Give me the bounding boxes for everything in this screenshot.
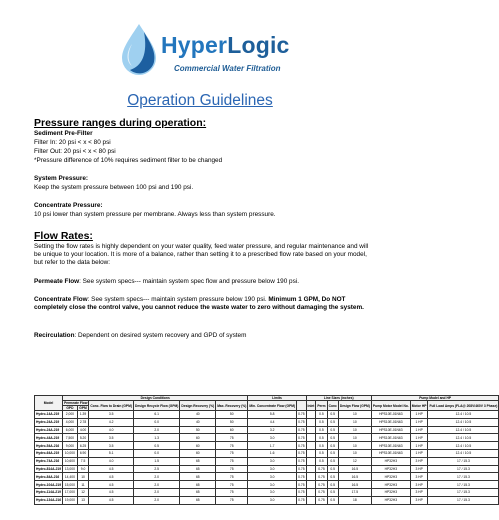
table-cell: 0.5 xyxy=(327,457,338,465)
table-cell: HPS10E-01N63 xyxy=(371,418,410,426)
system-pressure-label: System Pressure: xyxy=(34,175,88,182)
table-cell: 10,600 xyxy=(63,457,78,465)
table-cell: 75 xyxy=(216,434,248,442)
table-cell: HP32H3 xyxy=(371,473,410,481)
table-cell xyxy=(306,465,316,473)
table-cell: 0.75 xyxy=(298,435,305,440)
table-cell: 60 xyxy=(216,426,248,434)
table-cell: 3 HP xyxy=(410,488,428,496)
table-cell: 4.5 xyxy=(89,496,134,504)
table-cell xyxy=(306,488,316,496)
table-row xyxy=(35,473,499,481)
table-cell: 6,000 xyxy=(63,426,78,434)
col-gpm-header: GPM xyxy=(77,406,89,411)
logo-tagline: Commercial Water Filtration xyxy=(174,64,281,73)
table-cell: 0.75 xyxy=(298,451,305,456)
table-row xyxy=(35,442,499,450)
table-cell: 2.0 xyxy=(133,426,179,434)
table-cell: 0.5 xyxy=(327,465,338,473)
table-cell: 0.5 xyxy=(327,473,338,481)
table-cell: 3 HP xyxy=(410,473,428,481)
table-cell: 2.78 xyxy=(77,418,89,426)
col-min-conc-header: Min. Concentrate Flow (GPM) xyxy=(248,401,297,411)
filter-in-text: Filter In: 20 psi < x < 80 psi xyxy=(34,139,111,146)
table-cell: 2.0 xyxy=(133,481,179,489)
hyperlogic-logo xyxy=(118,22,288,84)
table-cell: 0.5 xyxy=(327,442,338,450)
table-cell: 0.5 xyxy=(316,442,327,450)
table-cell xyxy=(306,434,316,442)
table-cell: 0.5 xyxy=(316,449,327,457)
table-cell: 75 xyxy=(216,442,248,450)
table-cell: 75 xyxy=(216,488,248,496)
table-cell: 0.75 xyxy=(316,481,327,489)
table-cell: 4.5 xyxy=(89,465,134,473)
col-gpd-header: GPD xyxy=(63,406,78,411)
table-cell: 65 xyxy=(180,473,216,481)
table-cell: 65 xyxy=(180,496,216,504)
table-cell: 2,000 xyxy=(63,411,78,419)
table-cell: Hydro-14A-219 xyxy=(35,411,63,419)
table-cell: 3 HP xyxy=(410,457,428,465)
table-cell: HP32H3 xyxy=(371,496,410,504)
table-row xyxy=(35,481,499,489)
table-cell: 5.20 xyxy=(77,434,89,442)
table-cell: HP32H3 xyxy=(371,457,410,465)
filter-out-text: Filter Out: 20 psi < x < 80 psi xyxy=(34,148,116,155)
table-cell: 16.5 xyxy=(338,465,371,473)
table-cell: 18 xyxy=(338,496,371,504)
table-cell xyxy=(306,442,316,450)
pressure-heading: Pressure ranges during operation: xyxy=(34,117,207,129)
table-row xyxy=(35,426,499,434)
table-cell: 0.5 xyxy=(327,481,338,489)
table-cell: 60 xyxy=(180,442,216,450)
table-cell: 0.75 xyxy=(316,473,327,481)
table-cell: 4.4 xyxy=(248,418,297,426)
table-cell: 1 HP xyxy=(410,411,428,419)
table-cell: 17.5 xyxy=(338,488,371,496)
table-cell: Hydro-54A-216 xyxy=(35,442,63,450)
table-cell: 0.5 xyxy=(316,418,327,426)
table-cell: 75 xyxy=(216,496,248,504)
table-cell: 0.75 xyxy=(298,412,305,417)
table-cell: 4.2 xyxy=(89,418,134,426)
table-cell: 0.75 xyxy=(298,474,305,479)
table-cell: 17 / 15.3 xyxy=(428,465,499,473)
table-cell: 7,500 xyxy=(63,434,78,442)
concentrate-pressure-label: Concentrate Pressure: xyxy=(34,202,103,209)
table-cell: 60 xyxy=(180,449,216,457)
table-cell xyxy=(306,481,316,489)
table-cell: Hydro-64A-219 xyxy=(35,449,63,457)
table-row xyxy=(35,465,499,473)
table-cell: 2.0 xyxy=(133,473,179,481)
table-cell: 1.39 xyxy=(77,411,89,419)
table-cell: 10 xyxy=(338,411,371,419)
table-cell: 0.5 xyxy=(316,411,327,419)
table-cell: 6.1 xyxy=(133,411,179,419)
table-cell: 0.5 xyxy=(316,434,327,442)
table-row xyxy=(35,418,499,426)
table-cell: 3.0 xyxy=(248,488,297,496)
table-cell: 0.75 xyxy=(316,496,327,504)
table-cell: HPS10E-01N63 xyxy=(371,434,410,442)
table-cell: 0.5 xyxy=(327,434,338,442)
col-perm-header: Perm xyxy=(316,401,327,411)
table-cell: 60 xyxy=(180,434,216,442)
table-cell: 1 HP xyxy=(410,449,428,457)
table-cell: 3.0 xyxy=(248,473,297,481)
table-cell: 10 xyxy=(338,434,371,442)
table-cell: 16.5 xyxy=(338,481,371,489)
table-cell xyxy=(306,449,316,457)
table-cell: 6.90 xyxy=(77,449,89,457)
prefilter-label: Sediment Pre-Filter xyxy=(34,130,93,137)
table-cell: 1.3 xyxy=(133,434,179,442)
table-cell: 10 xyxy=(77,473,89,481)
table-cell: 0.5 xyxy=(316,426,327,434)
table-cell: 0.75 xyxy=(316,488,327,496)
table-cell: 2.5 xyxy=(133,465,179,473)
table-cell: 0.0 xyxy=(133,449,179,457)
recirculation-text: Recirculation: Dependent on desired system recovery and GPD of system xyxy=(34,332,247,339)
table-row xyxy=(35,488,499,496)
table-cell: 0.75 xyxy=(298,443,305,448)
table-cell: 75 xyxy=(216,449,248,457)
table-cell: Hydro-44A-219 xyxy=(35,434,63,442)
table-cell: 3 HP xyxy=(410,465,428,473)
specs-table-body xyxy=(35,411,499,505)
table-cell: 10 xyxy=(338,418,371,426)
table-cell: 10 xyxy=(338,426,371,434)
table-cell xyxy=(306,411,316,419)
table-row xyxy=(35,457,499,465)
table-row xyxy=(35,411,499,419)
table-cell: 11 xyxy=(77,481,89,489)
table-cell: 12 xyxy=(338,457,371,465)
table-cell: HPS10E-01N63 xyxy=(371,411,410,419)
table-cell: 65 xyxy=(180,481,216,489)
table-cell: 4.0 xyxy=(89,457,134,465)
table-cell: HP32H3 xyxy=(371,488,410,496)
col-pump-model-header: Pump Motor Model No. xyxy=(371,401,410,411)
table-cell: 4.00 xyxy=(77,426,89,434)
col-permeate-flow-header: Permeate Flow xyxy=(64,401,88,405)
group-pump: Pump Model and HP xyxy=(371,396,499,401)
table-cell: Hydro-74A-216 xyxy=(35,457,63,465)
table-cell: 1 HP xyxy=(410,442,428,450)
table-cell: 75 xyxy=(216,465,248,473)
table-cell: 40 xyxy=(180,411,216,419)
table-cell: 0.5 xyxy=(133,442,179,450)
group-limits: Limits xyxy=(248,396,306,401)
table-cell: 0.5 xyxy=(327,496,338,504)
table-cell: 3.2 xyxy=(248,426,297,434)
table-cell: 13 xyxy=(77,496,89,504)
table-cell: 5.8 xyxy=(248,411,297,419)
table-cell: 3.5 xyxy=(89,434,134,442)
table-cell: 1.5 xyxy=(133,457,179,465)
table-cell: 0.75 xyxy=(298,459,305,464)
col-design-recycle-header: Design Recycle Flow (GPM) xyxy=(133,401,179,411)
table-cell: 0.5 xyxy=(327,449,338,457)
table-cell: 3 HP xyxy=(410,481,428,489)
table-cell: Hydro-24A-219 xyxy=(35,426,63,434)
table-cell: 17 / 15.3 xyxy=(428,481,499,489)
table-cell: 0.5 xyxy=(327,488,338,496)
table-cell: HP32H3 xyxy=(371,465,410,473)
table-cell: 12.4 / 10.5 xyxy=(428,426,499,434)
table-cell: 3.0 xyxy=(248,481,297,489)
table-cell: 9,000 xyxy=(63,442,78,450)
flow-rates-heading: Flow Rates: xyxy=(34,230,93,242)
table-row xyxy=(35,449,499,457)
table-cell: 9.0 xyxy=(77,465,89,473)
table-cell: 65 xyxy=(180,465,216,473)
table-cell: 1.6 xyxy=(248,449,297,457)
col-motor-hp-header: Motor HP xyxy=(410,401,428,411)
table-cell xyxy=(306,473,316,481)
col-inlet-header: Inlet xyxy=(306,401,316,411)
concentrate-pressure-text: 10 psi lower than system pressure per membrane. Always less than system pressure. xyxy=(34,211,276,218)
concentrate-flow-text: Concentrate Flow: See system specs--- maintain system pressure below 190 psi. Minimum 1 GPM, Do NOT completely close the control valve, you cannot reduce the waste water to zero without damaging the system. xyxy=(34,296,364,311)
table-cell: 0.75 xyxy=(298,466,305,471)
table-cell: 0.5 xyxy=(327,426,338,434)
table-cell: Hydro-114A-219 xyxy=(36,490,61,495)
table-cell: 50 xyxy=(180,426,216,434)
table-cell: 10 xyxy=(338,442,371,450)
col-model-header: Model xyxy=(35,396,63,411)
table-cell: 5.1 xyxy=(89,449,134,457)
table-cell xyxy=(306,426,316,434)
table-cell: 50 xyxy=(216,418,248,426)
table-cell: HPS10E-01N63 xyxy=(371,449,410,457)
table-cell: 14,400 xyxy=(63,473,78,481)
water-drop-icon xyxy=(118,22,160,76)
table-cell: 10 xyxy=(338,449,371,457)
table-cell: 3 HP xyxy=(410,496,428,504)
table-cell: 4.5 xyxy=(89,473,134,481)
col-design-recovery-header: Design Recovery (%) xyxy=(180,401,216,411)
group-line-sizes: Line Sizes (inches) xyxy=(306,396,371,401)
table-cell: 17,000 xyxy=(63,488,78,496)
table-cell: 7.5 xyxy=(77,457,89,465)
table-cell: 0.0 xyxy=(133,418,179,426)
table-cell: 0.75 xyxy=(298,482,305,487)
table-cell: HPS10E-01N63 xyxy=(371,442,410,450)
system-specs-table xyxy=(34,395,499,505)
table-cell: 0.5 xyxy=(316,457,327,465)
table-cell: 3.0 xyxy=(248,465,297,473)
table-cell: 17 / 15.3 xyxy=(428,473,499,481)
table-cell xyxy=(306,418,316,426)
table-cell: 13,000 xyxy=(63,465,78,473)
table-cell: 1 HP xyxy=(410,418,428,426)
logo-wordmark: HyperLogic xyxy=(161,32,290,58)
flow-intro-text: Setting the flow rates is highly dependent on your water quality, feed water pressure, and regular maintenance and will be unique to your location. It is more of a balance, rather than setting it to a prescribed flow rate based on your model, but refer to the data below: xyxy=(34,243,369,266)
table-cell: 1.7 xyxy=(248,442,297,450)
system-pressure-text: Keep the system pressure between 100 psi and 190 psi. xyxy=(34,184,194,191)
table-cell xyxy=(306,496,316,504)
table-cell: 65 xyxy=(180,488,216,496)
table-cell: 65 xyxy=(180,457,216,465)
col-conc-line-header: Conc xyxy=(327,401,338,411)
table-cell: 50 xyxy=(216,411,248,419)
table-cell: 0.5 xyxy=(327,418,338,426)
table-cell: 19,000 xyxy=(63,496,78,504)
group-design-conditions: Design Conditions xyxy=(63,396,248,401)
table-cell: 12 xyxy=(77,488,89,496)
table-cell: Hydro-814A-219 xyxy=(36,466,62,471)
col-conc-header: Conc. Flow to Drain (GPM) xyxy=(89,401,134,411)
table-cell: 0.75 xyxy=(316,465,327,473)
prefilter-note: *Pressure difference of 10% requires sediment filter to be changed xyxy=(34,157,223,164)
table-cell: 3.5 xyxy=(89,411,134,419)
table-cell xyxy=(306,457,316,465)
table-cell: 16.5 xyxy=(338,473,371,481)
table-cell: 75 xyxy=(216,473,248,481)
table-cell: 12.4 / 10.5 xyxy=(428,411,499,419)
table-cell: 17 / 15.3 xyxy=(428,488,499,496)
table-cell: 12.4 / 10.5 xyxy=(428,418,499,426)
permeate-flow-text: Permeate Flow: See system specs--- maintain system spec flow and pressure below 190 psi. xyxy=(34,278,299,285)
col-full-load-header: Full Load Amps (FLA@ 208V/460V 3 Phase) xyxy=(428,401,499,411)
table-cell: 0.75 xyxy=(298,490,305,495)
table-cell: 40 xyxy=(180,418,216,426)
table-cell: 0.75 xyxy=(298,498,305,503)
table-cell: 2.0 xyxy=(133,488,179,496)
col-blank-header xyxy=(297,401,306,411)
table-cell: 17 / 15.3 xyxy=(428,457,499,465)
table-cell: 75 xyxy=(216,481,248,489)
col-design-flow-header: Design Flow (GPM) xyxy=(338,401,371,411)
table-cell: 1 HP xyxy=(410,434,428,442)
table-row xyxy=(35,496,499,504)
table-row xyxy=(35,434,499,442)
table-cell: 2.0 xyxy=(133,496,179,504)
table-cell: 4,000 xyxy=(63,418,78,426)
table-cell: 4.5 xyxy=(89,481,134,489)
table-cell: 0.5 xyxy=(327,411,338,419)
table-cell: 12.4 / 10.5 xyxy=(428,449,499,457)
table-cell: 75 xyxy=(216,457,248,465)
table-cell: HPS10E-01N63 xyxy=(371,426,410,434)
table-cell: 0.75 xyxy=(298,427,305,432)
table-cell: Hydro-84A-216 xyxy=(35,473,63,481)
table-cell: 3.0 xyxy=(248,496,297,504)
table-cell: 4.0 xyxy=(89,426,134,434)
table-cell: 1 HP xyxy=(410,426,428,434)
table-cell: 12.4 / 10.5 xyxy=(428,434,499,442)
table-cell: HP32H3 xyxy=(371,481,410,489)
table-cell: 6.25 xyxy=(77,442,89,450)
col-max-recovery-header: Max. Recovery (%) xyxy=(216,401,248,411)
table-cell: 0.75 xyxy=(298,420,305,425)
table-cell: 15,000 xyxy=(63,481,78,489)
table-cell: 3.5 xyxy=(89,442,134,450)
table-cell: 3.0 xyxy=(248,434,297,442)
table-cell: Hydro-24A-219 xyxy=(35,418,63,426)
table-cell: 12.4 / 10.5 xyxy=(428,442,499,450)
table-cell: Hydro-134A-216 xyxy=(36,498,62,503)
table-cell: 17 / 15.3 xyxy=(428,496,499,504)
table-cell: 4.5 xyxy=(89,488,134,496)
table-cell: 10,000 xyxy=(63,449,78,457)
table-cell: Hydro-104A-219 xyxy=(36,482,62,487)
page-title: Operation Guidelines xyxy=(127,92,273,109)
table-cell: 3.0 xyxy=(248,457,297,465)
